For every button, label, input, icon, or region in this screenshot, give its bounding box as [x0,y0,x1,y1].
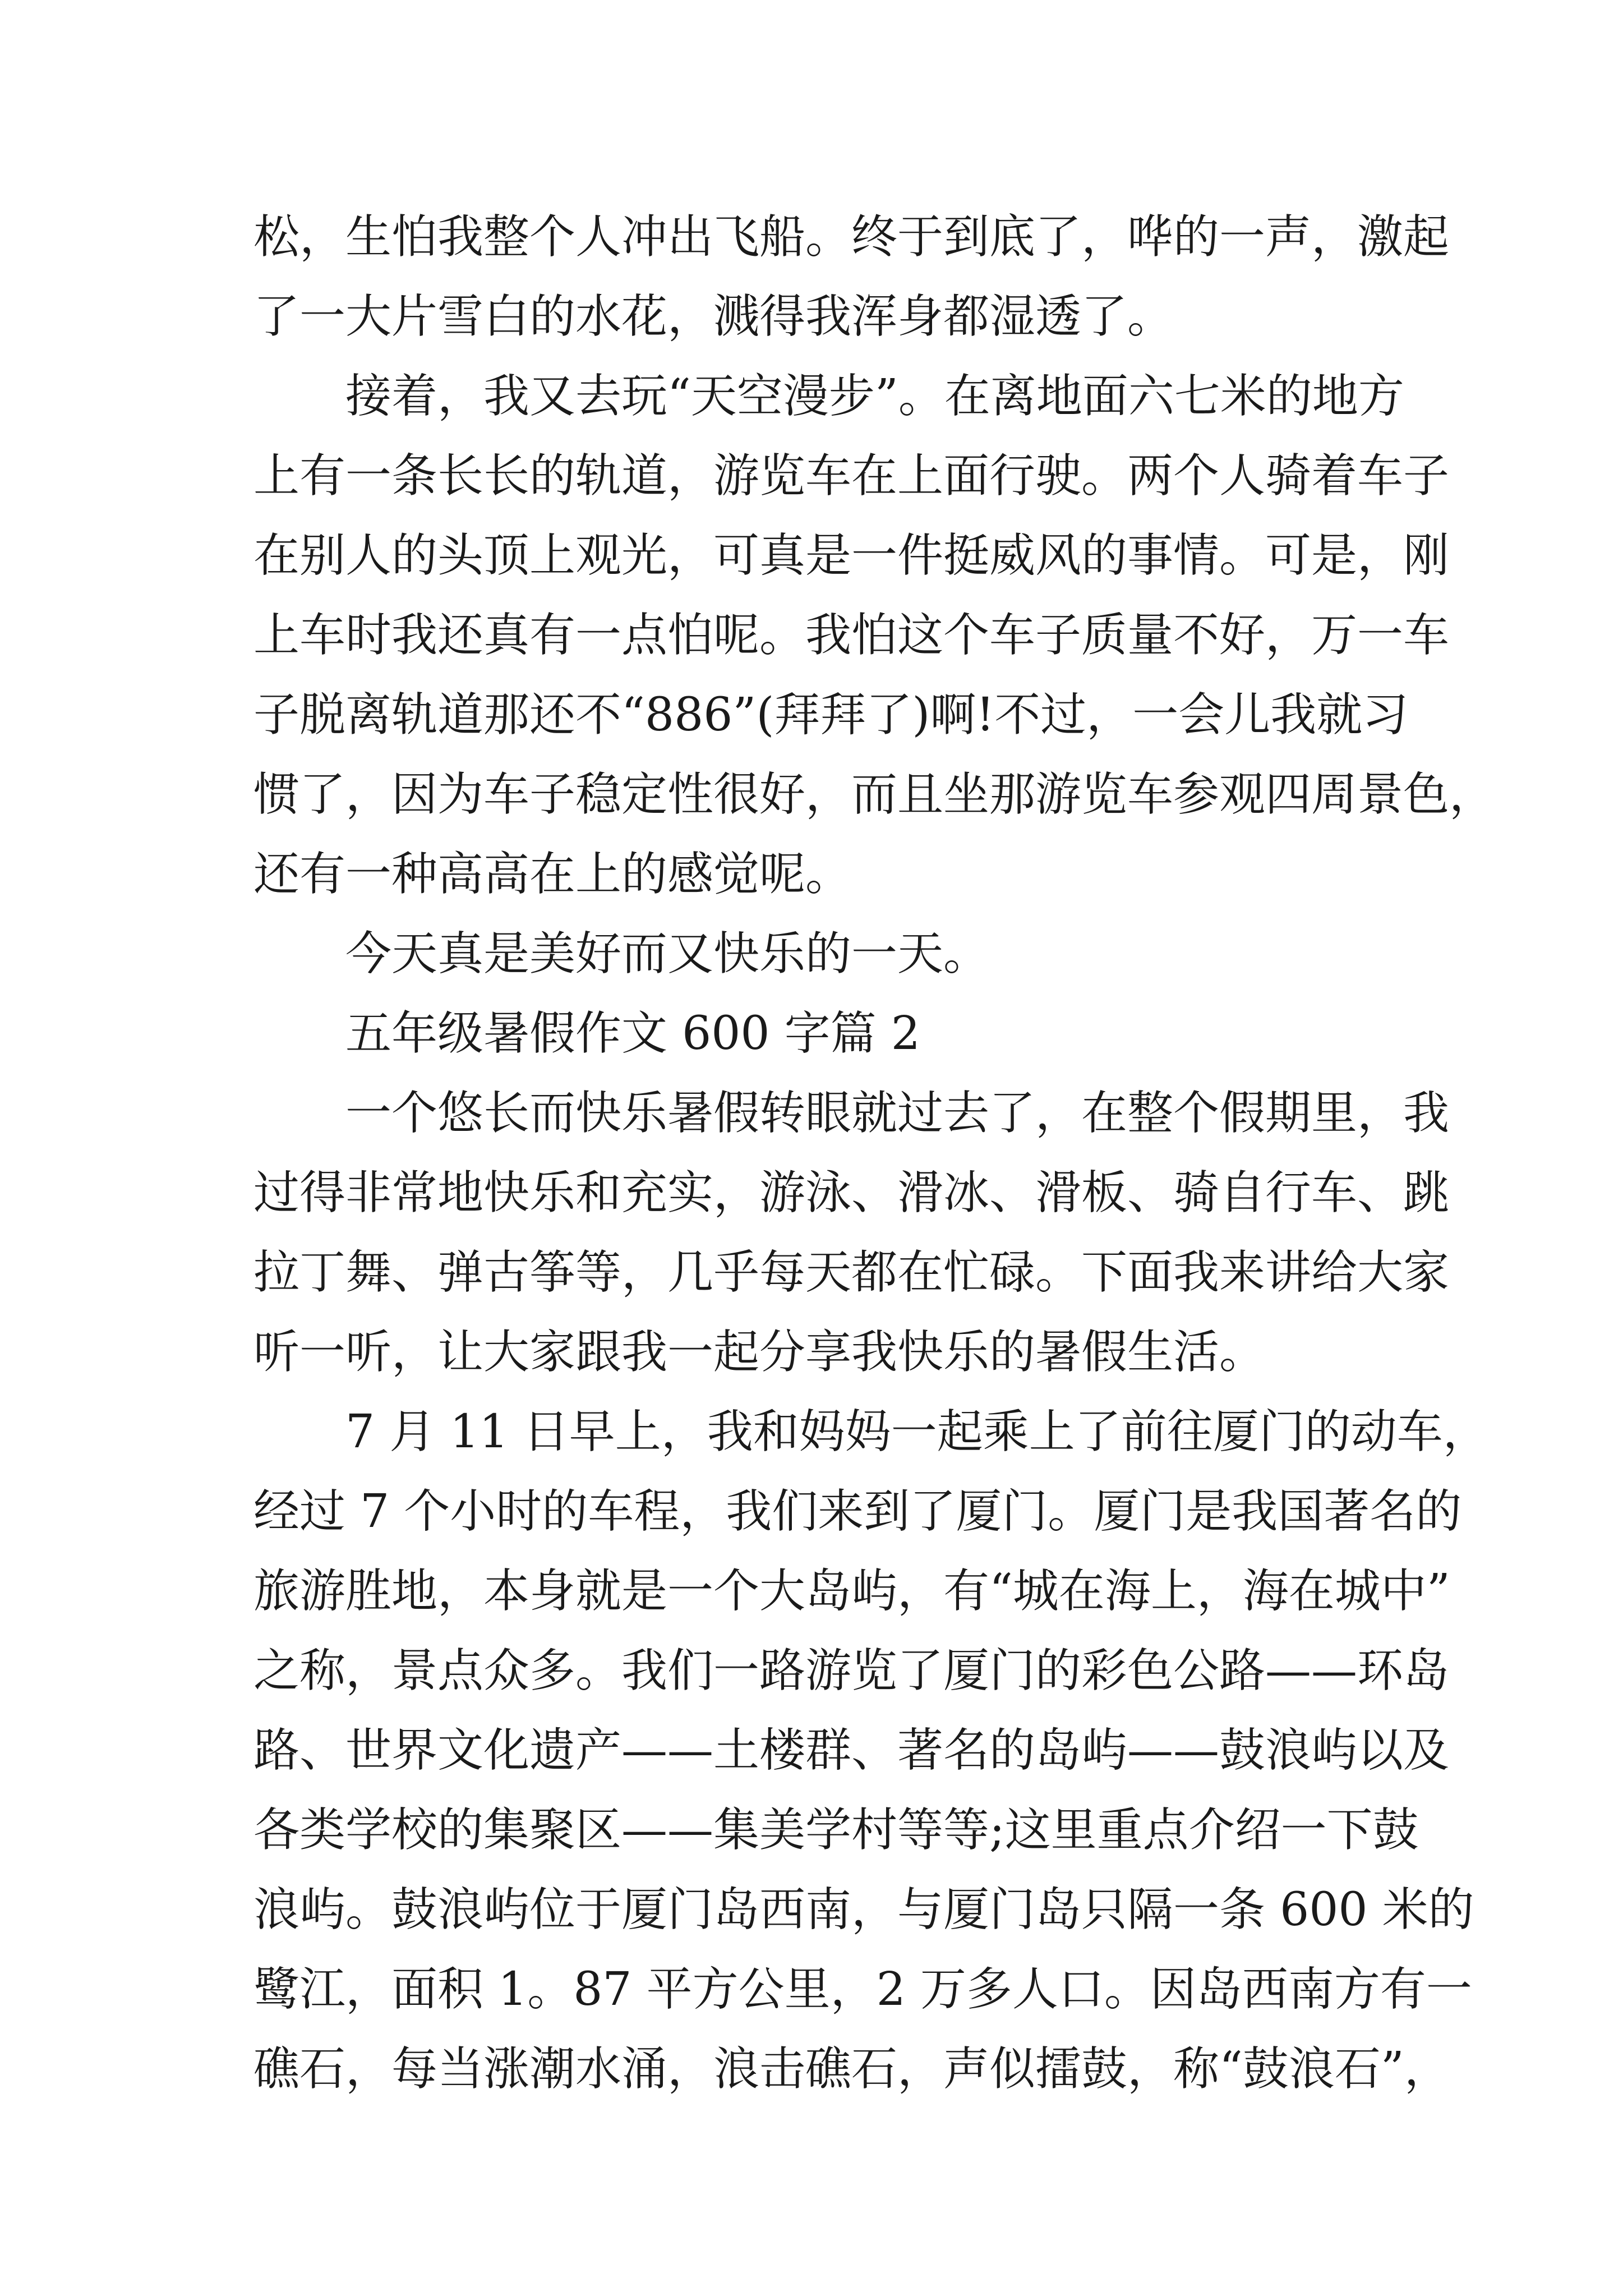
text-line: 上车时我还真有一点怕呢。我怕这个车子质量不好，万一车 [253,609,1450,662]
text-line: 过得非常地快乐和充实，游泳、滑冰、滑板、骑自行车、跳 [253,1166,1450,1220]
text-line: 一个悠长而快乐暑假转眼就过去了，在整个假期里，我 [345,1087,1450,1140]
text-line: 松，生怕我整个人冲出飞船。终于到底了，哗的一声，激起 [253,210,1450,264]
text-line: 接着，我又去玩“天空漫步”。在离地面六七米的地方 [345,370,1404,423]
text-line: 子脱离轨道那还不“886”(拜拜了)啊!不过，一会儿我就习 [253,688,1409,742]
text-line: 听一听，让大家跟我一起分享我快乐的暑假生活。 [253,1326,1266,1379]
text-line: 之称，景点众多。我们一路游览了厦门的彩色公路——环岛 [253,1644,1450,1697]
text-line: 在别人的头顶上观光，可真是一件挺威风的事情。可是，刚 [253,529,1450,582]
text-line: 了一大片雪白的水花，溅得我浑身都湿透了。 [253,290,1174,343]
text-line: 今天真是美好而又快乐的一天。 [345,927,990,981]
text-line: 还有一种高高在上的感觉呢。 [253,848,852,901]
text-line: 旅游胜地，本身就是一个大岛屿，有“城在海上，海在城中” [253,1565,1450,1618]
text-line: 礁石，每当涨潮水涌，浪击礁石，声似擂鼓，称“鼓浪石”， [253,2042,1450,2096]
text-line: 鹭江，面积 1。87 平方公里，2 万多人口。因岛西南方有一 [253,1963,1472,2016]
text-line: 上有一条长长的轨道，游览车在上面行驶。两个人骑着车子 [253,449,1450,503]
text-line: 惯了，因为车子稳定性很好，而且坐那游览车参观四周景色， [253,768,1496,821]
text-line: 拉丁舞、弹古筝等，几乎每天都在忙碌。下面我来讲给大家 [253,1246,1450,1299]
text-line: 路、世界文化遗产——土楼群、著名的岛屿——鼓浪屿以及 [253,1724,1450,1777]
text-line: 7 月 11 日早上，我和妈妈一起乘上了前往厦门的动车， [345,1405,1489,1458]
document-body [253,197,1496,2109]
section-heading: 五年级暑假作文 600 字篇 2 [345,1007,920,1060]
text-line: 浪屿。鼓浪屿位于厦门岛西南，与厦门岛只隔一条 600 米的 [253,1883,1474,1936]
text-line: 各类学校的集聚区——集美学村等等;这里重点介绍一下鼓 [253,1803,1419,1857]
text-line: 经过 7 个小时的车程，我们来到了厦门。厦门是我国著名的 [253,1485,1462,1538]
